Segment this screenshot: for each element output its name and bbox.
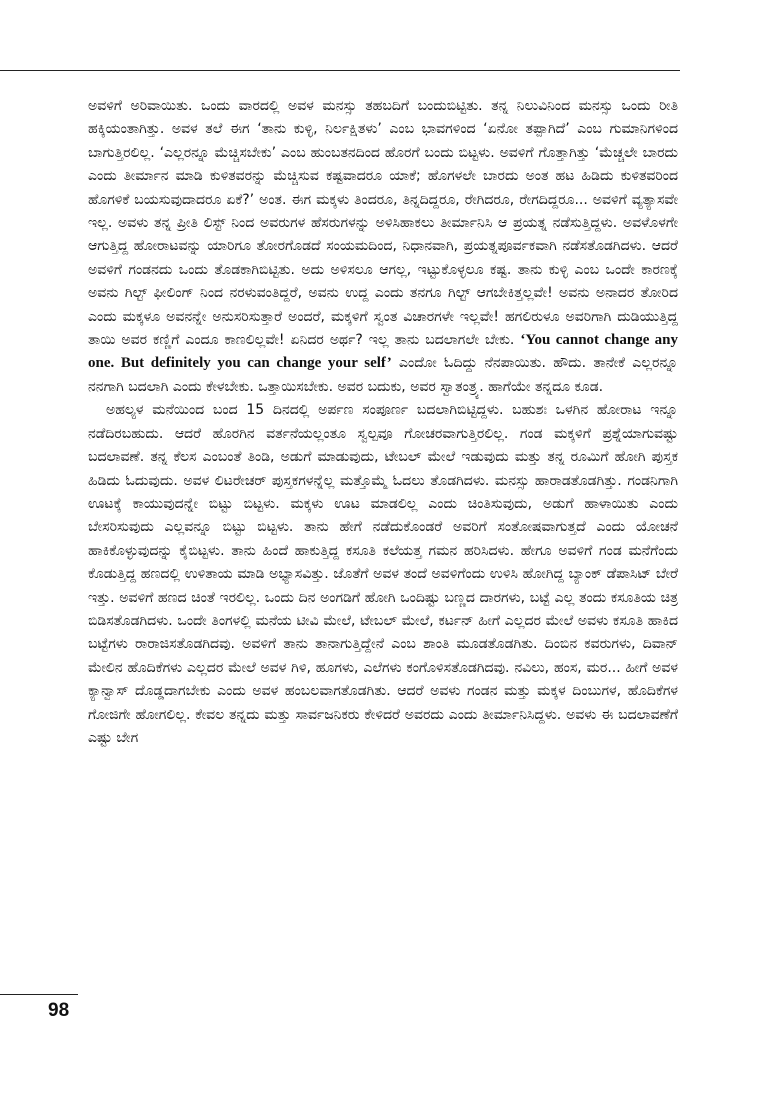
paragraph-text: ಅವಳಿಗೆ ಅರಿವಾಯಿತು. ಒಂದು ವಾರದಲ್ಲಿ ಅವಳ ಮನಸ್ಸು ತಹಬದಿಗೆ ಬಂದುಬಿಟ್ಟಿತು. ತನ್ನ ನಿಲುವಿನಿಂದ ಮನಸ್ಸು ಒಂದು ರೀತಿ ಹಕ್ಕಿಯಂತಾಗಿತ್ತು. ಅವಳ ತಲೆ ಈಗ ‘ತಾನು ಕುಳ್ಳಿ, ನಿರ್ಲಕ್ಷಿತಳು’ ಎಂಬ ಭಾವಗಳಿಂದ ‘ಏನೋ ತಪ್ಪಾಗಿದೆ’ ಎಂಬ ಗುಮಾನಿಗಳಿಂದ ಬಾಗುತ್ತಿರಲಿಲ್ಲ. ‘ಎಲ್ಲರನ್ನೂ ಮೆಚ್ಚಿಸಬೇಕು’ ಎಂಬ ಹುಂಬತನದಿಂದ ಹೊರಗೆ ಬಂದು ಬಿಟ್ಟಳು. ಅವಳಿಗೆ ಗೊತ್ತಾಗಿತ್ತು ‘ಮೆಚ್ಚಲೇ ಬಾರದು ಎಂದು ತೀರ್ಮಾನ ಮಾಡಿ ಕುಳಿತವರನ್ನು ಮೆಚ್ಚಿಸುವ ಕಷ್ಟವಾದರೂ ಯಾಕೆ; ಹೊಗಳಲೇ ಬಾರದು ಅಂತ ಹಟ ಹಿಡಿದು ಕುಳಿತವರಿಂದ ಹೊಗಳಿಕೆ ಬಯಸುವುದಾದರೂ ಏಕೆ?’ ಅಂತ. ಈಗ ಮಕ್ಕಳು ತಿಂದರೂ, ತಿನ್ನದಿದ್ದರೂ, ರೇಗಿದರೂ, ರೇಗದಿದ್ದರೂ... ಅವಳಿಗೆ ವ್ಯತ್ಯಾಸವೇ ಇಲ್ಲ. ಅವಳು ತನ್ನ ಪ್ರೀತಿ ಲಿಸ್ಟ್ ನಿಂದ ಅವರುಗಳ ಹೆಸರುಗಳನ್ನು ಅಳಿಸಿಹಾಕಲು ತೀರ್ಮಾನಿಸಿ ಆ ಪ್ರಯತ್ನ ನಡೆಸುತ್ತಿದ್ದಳು. ಅವಳೊಳಗೇ ಆಗುತ್ತಿದ್ದ ಹೋರಾಟವನ್ನು ಯಾರಿಗೂ ತೋರಗೊಡದೆ ಸಂಯಮದಿಂದ, ನಿಧಾನವಾಗಿ, ಪ್ರಯತ್ನಪೂರ್ವಕವಾಗಿ ನಡೆಸತೊಡಗಿದಳು. ಆದರೆ ಅವಳಿಗೆ ಗಂಡನದು ಒಂದು ತೊಡಕಾಗಿಬಿಟ್ಟಿತು. ಅದು ಅಳಿಸಲೂ ಆಗಲ್ಲ, ಇಟ್ಟುಕೊಳ್ಳಲೂ ಕಷ್ಟ. ತಾನು ಕುಳ್ಳಿ ಎಂಬ ಒಂದೇ ಕಾರಣಕ್ಕೆ ಅವನು ಗಿಲ್ಟ್ ಫೀಲಿಂಗ್ ನಿಂದ ನರಳುವಂತಿದ್ದರೆ, ಅವನು ಉದ್ದ ಎಂದು ತನಗೂ ಗಿಲ್ಟ್ ಆಗಬೇಕಿತ್ತಲ್ಲವೇ! ಅವನು ಅನಾದರ ತೋರಿದ ಎಂದು ಮಕ್ಕಳೂ ಅವನನ್ನೇ ಅನುಸರಿಸುತ್ತಾರೆ ಅಂದರೆ, ಮಕ್ಕಳಿಗೆ ಸ್ವಂತ ವಿಚಾರಗಳೇ ಇಲ್ಲವೇ! ಹಗಲಿರುಳೂ ಅವರಿಗಾಗಿ ದುಡಿಯುತ್ತಿದ್ದ ತಾಯಿ ಅವರ ಕಣ್ಣಿಗೆ ಎಂದೂ ಕಾಣಲಿಲ್ಲವೇ! ಏನಿದರ ಅರ್ಥ? ಇಲ್ಲ ತಾನು ಬದಲಾಗಲೇ ಬೇಕು. [88,98,678,349]
paragraph-text: ಎಂದೋ ಓದಿದ್ದು ನೆನಪಾಯಿತು. ಹೌದು. ತಾನೇಕೆ ಎಲ್ಲರನ್ನೂ ನನಗಾಗಿ ಬದಲಾಗಿ ಎಂದು ಕೇಳಬೇಕು. ಒತ್ತಾಯಿಸಬೇಕು. ಅವರ ಬದುಕು, ಅವರ ಸ್ವಾತಂತ್ರ್ಯ. ಹಾಗೆಯೇ ತನ್ನದೂ ಕೂಡ. [88,355,678,395]
footer-rule [0,994,78,995]
english-quote: ‘You cannot change any one. But definitely you can change your self’ [88,332,678,372]
paragraph: ಅಹಲ್ಯಳ ಮನೆಯಿಂದ ಬಂದ 15 ದಿನದಲ್ಲಿ ಅರ್ಪಣ ಸಂಪೂರ್ಣ ಬದಲಾಗಿಬಿಟ್ಟಿದ್ದಳು. ಬಹುಶಃ ಒಳಗಿನ ಹೋರಾಟ ಇನ್ನೂ ನಡೆದಿರಬಹುದು. ಆದರೆ ಹೊರಗಿನ ವರ್ತನೆಯಲ್ಲಂತೂ ಸ್ವಲ್ಪವೂ ಗೋಚರವಾಗುತ್ತಿರಲಿಲ್ಲ. ಗಂಡ ಮಕ್ಕಳಿಗೆ ಪ್ರಶ್ನೆಯಾಗುವಷ್ಟು ಬದಲಾವಣೆ. ತನ್ನ ಕೆಲಸ ಎಂಬಂತೆ ತಿಂಡಿ, ಅಡುಗೆ ಮಾಡುವುದು, ಟೇಬಲ್ ಮೇಲೆ ಇಡುವುದು ಮತ್ತು ತನ್ನ ರೂಮಿಗೆ ಹೋಗಿ ಪುಸ್ತಕ ಹಿಡಿದು ಓದುವುದು. ಅವಳ ಲಿಟರೇಚರ್ ಪುಸ್ತಕಗಳನ್ನೆಲ್ಲ ಮತ್ತೊಮ್ಮೆ ಓದಲು ತೊಡಗಿದಳು. ಮನಸ್ಸು ಹಾರಾಡತೊಡಗಿತ್ತು. ಗಂಡನಿಗಾಗಿ ಊಟಕ್ಕೆ ಕಾಯುವುದನ್ನೇ ಬಿಟ್ಟು ಬಿಟ್ಟಳು. ಮಕ್ಕಳು ಊಟ ಮಾಡಲಿಲ್ಲ ಎಂದು ಚಿಂತಿಸುವುದು, ಅಡುಗೆ ಹಾಳಾಯಿತು ಎಂದು ಬೇಸರಿಸುವುದು ಎಲ್ಲವನ್ನೂ ಬಿಟ್ಟು ಬಿಟ್ಟಳು. ತಾನು ಹೇಗೆ ನಡೆದುಕೊಂಡರೆ ಅವರಿಗೆ ಸಂತೋಷವಾಗುತ್ತದೆ ಎಂದು ಯೋಚನೆ ಹಾಕಿಕೊಳ್ಳುವುದನ್ನು ಕೈಬಿಟ್ಟಳು. ತಾನು ಹಿಂದೆ ಹಾಕುತ್ತಿದ್ದ ಕಸೂತಿ ಕಲೆಯತ್ತ ಗಮನ ಹರಿಸಿದಳು. ಹೇಗೂ ಅವಳಿಗೆ ಗಂಡ ಮನೆಗೆಂದು ಕೊಡುತ್ತಿದ್ದ ಹಣದಲ್ಲಿ ಉಳಿತಾಯ ಮಾಡಿ ಅಭ್ಯಾಸವಿತ್ತು. ಜೊತೆಗೆ ಅವಳ ತಂದೆ ಅವಳಿಗೆಂದು ಉಳಿಸಿ ಹೋಗಿದ್ದ ಬ್ಯಾಂಕ್ ಡೆಪಾಸಿಟ್ ಬೇರೆ ಇತ್ತು. ಅವಳಿಗೆ ಹಣದ ಚಿಂತೆ ಇರಲಿಲ್ಲ. ಒಂದು ದಿನ ಅಂಗಡಿಗೆ ಹೋಗಿ ಒಂದಿಷ್ಟು ಬಣ್ಣದ ದಾರಗಳು, ಬಟ್ಟೆ ಎಲ್ಲ ತಂದು ಕಸೂತಿಯ ಚಿತ್ರ ಬಿಡಿಸತೊಡಗಿದಳು. ಒಂದೇ ತಿಂಗಳಲ್ಲಿ ಮನೆಯ ಟೀವಿ ಮೇಲೆ, ಟೇಬಲ್ ಮೇಲೆ, ಕರ್ಟನ್ ಹೀಗೆ ಎಲ್ಲದರ ಮೇಲೆ ಅವಳು ಕಸೂತಿ ಹಾಕಿದ ಬಟ್ಟೆಗಳು ರಾರಾಜಿಸತೊಡಗಿದವು. ಅವಳಿಗೆ ತಾನು ತಾನಾಗುತ್ತಿದ್ದೇನೆ ಎಂಬ ಶಾಂತಿ ಮೂಡತೊಡಗಿತು. ದಿಂಬಿನ ಕವರುಗಳು, ದಿವಾನ್ ಮೇಲಿನ ಹೊದಿಕೆಗಳು ಎಲ್ಲದರ ಮೇಲೆ ಅವಳ ಗಿಳಿ, ಹೂಗಳು, ಎಲೆಗಳು ಕಂಗೊಳಿಸತೊಡಗಿದವು. ನವಿಲು, ಹಂಸ, ಮರ... ಹೀಗೆ ಅವಳ ಕ್ಯಾನ್ವಾಸ್ ದೊಡ್ಡದಾಗಬೇಕು ಎಂದು ಅವಳ ಹಂಬಲವಾಗತೊಡಗಿತು. ಆದರೆ ಅವಳು ಗಂಡನ ಮತ್ತು ಮಕ್ಕಳ ದಿಂಬುಗಳ, ಹೊದಿಕೆಗಳ ಗೋಜಿಗೇ ಹೋಗಲಿಲ್ಲ. ಕೇವಲ ತನ್ನದು ಮತ್ತು ಸಾರ್ವಜನಿಕರು ಕೇಳಿದರೆ ಅವರದು ಎಂದು ತೀರ್ಮಾನಿಸಿದ್ದಳು. ಅವಳು ಈ ಬದಲಾವಣೆಗೆ ಎಷ್ಟು ಬೇಗ [88,402,678,746]
body-text [88,95,678,750]
page-number: 98 [48,1000,70,1021]
paragraph [88,95,678,399]
top-rule [0,70,680,71]
